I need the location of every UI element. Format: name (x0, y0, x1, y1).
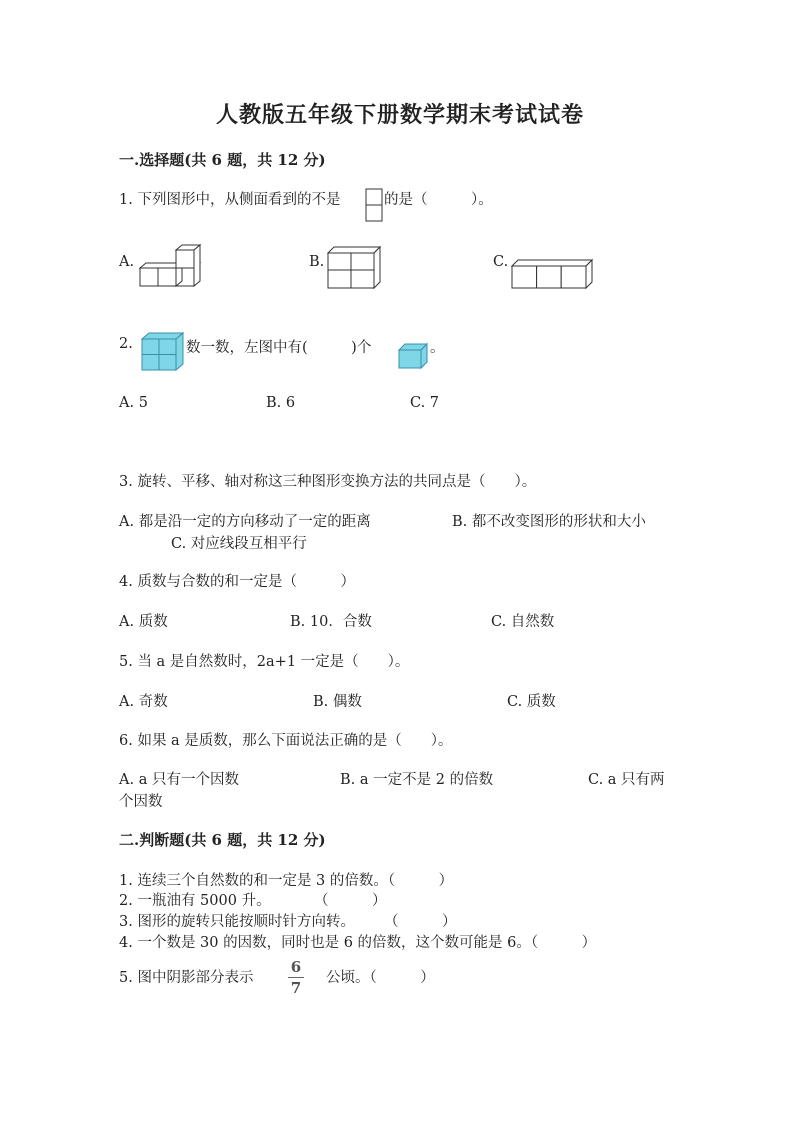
q1-option-a[interactable]: A. (119, 254, 135, 270)
q1-text-after: 的是（ ）。 (384, 192, 493, 208)
q5-option-b[interactable]: B. 偶数 (313, 694, 362, 710)
q1-option-b[interactable]: B. (309, 254, 325, 270)
q2-option-c[interactable]: C. 7 (410, 395, 440, 411)
q5-option-a[interactable]: A. 奇数 (119, 694, 168, 710)
q1-option-c[interactable]: C. (493, 254, 509, 270)
q4-option-b[interactable]: B. 10．合数 (290, 614, 372, 630)
q4-text: 4. 质数与合数的和一定是（ ） (119, 574, 355, 590)
q2-option-b[interactable]: B. 6 (266, 395, 296, 411)
q5-text: 5. 当 a 是自然数时，2a+1 一定是（ ）。 (119, 654, 410, 670)
q6-option-c-wrap: 个因数 (119, 794, 163, 810)
q2-text: 数一数，左图中有( )个 (186, 340, 372, 356)
q6-option-c[interactable]: C. a 只有两 (588, 772, 665, 788)
tf-item-1: 1. 连续三个自然数的和一定是 3 的倍数。（ ） (119, 873, 454, 889)
q4-option-c[interactable]: C. 自然数 (491, 614, 555, 630)
fraction-six-sevenths (288, 959, 304, 996)
q6-option-a[interactable]: A. a 只有一个因数 (119, 772, 239, 788)
tf-item-5-before: 5. 图中阴影部分表示 (119, 970, 254, 986)
q3-option-a[interactable]: A. 都是沿一定的方向移动了一定的距离 (119, 514, 371, 530)
tf-item-2: 2. 一瓶油有 5000 升。 （ ） (119, 893, 387, 909)
single-cube-icon (397, 342, 429, 370)
stacked-squares-figure (365, 188, 383, 224)
q3-option-c[interactable]: C. 对应线段互相平行 (171, 536, 307, 552)
q3-text: 3. 旋转、平移、轴对称这三种图形变换方法的共同点是（ ）。 (119, 474, 537, 490)
q5-option-c[interactable]: C. 质数 (507, 694, 556, 710)
q1-option-c-figure (510, 258, 594, 290)
page-title: 人教版五年级下册数学期末考试试卷 (215, 102, 584, 128)
tf-item-3: 3. 图形的旋转只能按顺时针方向转。 （ ） (119, 914, 457, 930)
q6-option-b[interactable]: B. a 一定不是 2 的倍数 (340, 772, 494, 788)
q1-option-a-figure (138, 246, 198, 290)
tf-item-5-after: 公顷。（ ） (326, 970, 435, 986)
q6-text: 6. 如果 a 是质数，那么下面说法正确的是（ ）。 (119, 733, 453, 749)
q3-option-b[interactable]: B. 都不改变图形的形状和大小 (452, 514, 646, 530)
tf-item-4: 4. 一个数是 30 的因数，同时也是 6 的倍数，这个数可能是 6。（ ） (119, 935, 597, 951)
fraction-denominator: 7 (290, 979, 302, 997)
section-2-heading: 二.判断题(共 6 题，共 12 分) (119, 831, 326, 849)
section-1-heading: 一.选择题(共 6 题，共 12 分) (119, 151, 326, 169)
q4-option-a[interactable]: A. 质数 (119, 614, 168, 630)
q1-text-before: 1. 下列图形中，从侧面看到的不是 (119, 192, 341, 208)
fraction-numerator: 6 (290, 958, 302, 976)
q2-option-a[interactable]: A. 5 (119, 395, 148, 411)
cube-stack-figure (139, 330, 185, 372)
q1-option-b-figure (326, 246, 382, 290)
q2-text-after: 。 (430, 340, 445, 356)
q2-prefix: 2. (119, 336, 133, 352)
